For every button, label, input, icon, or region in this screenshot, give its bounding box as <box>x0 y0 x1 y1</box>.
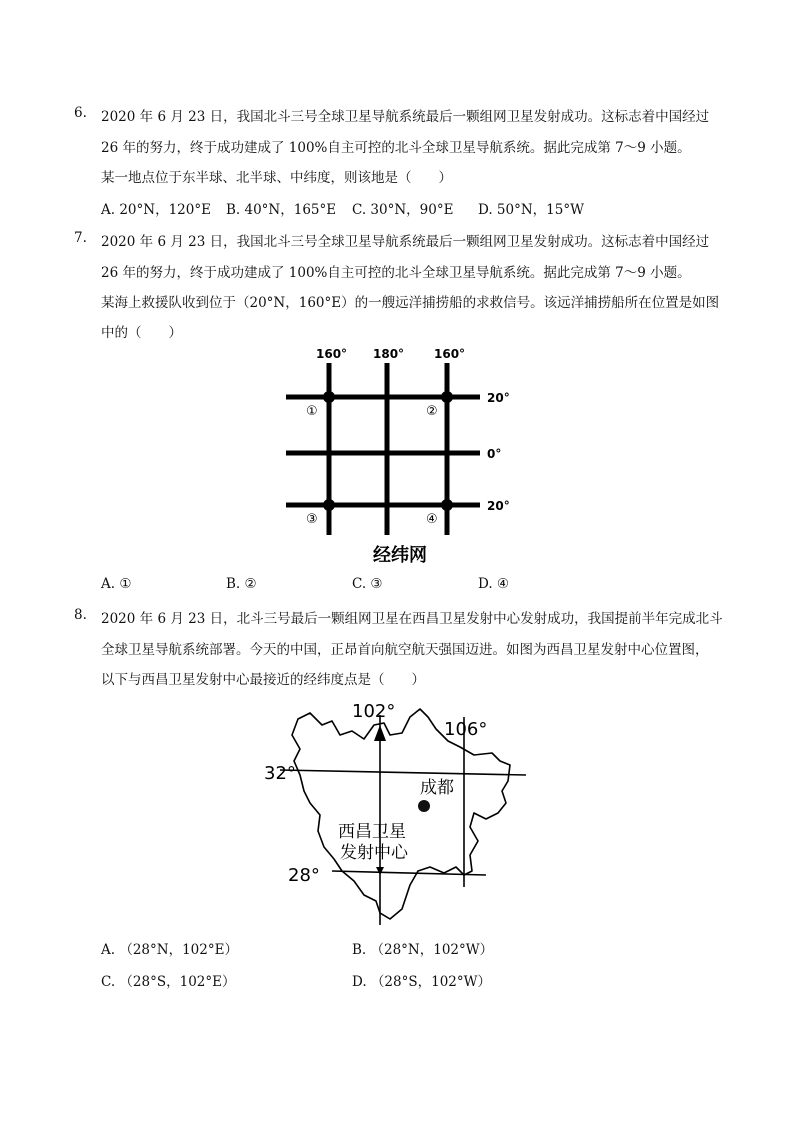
parallel-32 <box>280 770 526 775</box>
question-6-line-2: 26 年的努力，终于成功建成了 100%自主可控的北斗全球卫星导航系统。据此完成第 7～9 小题。 <box>101 140 691 156</box>
grid-point-3 <box>323 499 335 511</box>
question-7-stem-2: 中的（ ） <box>101 325 182 341</box>
lat-label-32: 32° <box>264 763 296 784</box>
question-8-option-c[interactable]: C. （28°S，102°E） <box>101 974 236 990</box>
question-8-option-a[interactable]: A. （28°N，102°E） <box>101 942 238 958</box>
question-6-line-1: 2020 年 6 月 23 日，我国北斗三号全球卫星导航系统最后一颗组网卫星发射成功。这标志着中国经过 <box>101 109 710 125</box>
arrow-102 <box>374 725 386 741</box>
site-label-line-1: 西昌卫星 <box>338 822 406 842</box>
question-8-number: 8. <box>74 607 87 623</box>
question-8-option-b[interactable]: B. （28°N，102°W） <box>352 942 494 958</box>
site-label-line-2: 发射中心 <box>340 843 408 863</box>
question-7-option-c[interactable]: C. ③ <box>352 576 383 592</box>
city-label-chengdu: 成都 <box>420 778 454 798</box>
point-label-3: ③ <box>306 512 318 527</box>
grid-point-4 <box>441 499 453 511</box>
lon-label-106: 106° <box>444 719 488 740</box>
right-label-0: 0° <box>487 447 502 461</box>
question-7-option-d[interactable]: D. ④ <box>478 576 510 592</box>
question-8-line-2: 全球卫星导航系统部署。今天的中国，正昂首向航空航天强国迈进。如图为西昌卫星发射中心位置图， <box>101 642 709 658</box>
question-6-option-d[interactable]: D. 50°N，15°W <box>478 202 584 218</box>
grid-point-2 <box>441 391 453 403</box>
top-label-160-left: 160° <box>316 347 348 361</box>
lat-label-28: 28° <box>288 865 320 886</box>
question-7-line-2: 26 年的努力，终于成功建成了 100%自主可控的北斗全球卫星导航系统。据此完成第 7～9 小题。 <box>101 265 691 281</box>
question-7-option-b[interactable]: B. ② <box>226 576 257 592</box>
question-8-line-1: 2020 年 6 月 23 日，北斗三号最后一颗组网卫星在西昌卫星发射中心发射成功，我国提前半年完成北斗 <box>101 611 723 627</box>
grid-point-1 <box>323 391 335 403</box>
point-label-2: ② <box>426 404 438 419</box>
xichang-location-map <box>260 695 540 925</box>
question-6-option-b[interactable]: B. 40°N，165°E <box>226 202 337 218</box>
top-label-180: 180° <box>373 347 405 361</box>
top-label-160-right: 160° <box>434 347 466 361</box>
question-8-option-d[interactable]: D. （28°S，102°W） <box>352 974 491 990</box>
province-outline <box>292 709 510 919</box>
grid-caption: 经纬网 <box>373 545 427 566</box>
arrow-xichang <box>376 867 384 875</box>
lat-lon-grid-figure <box>280 345 520 570</box>
chengdu-dot <box>418 800 430 812</box>
question-7-number: 7. <box>74 230 87 246</box>
question-6-stem: 某一地点位于东半球、北半球、中纬度，则该地是（ ） <box>101 170 452 186</box>
right-label-20-bottom: 20° <box>487 499 510 513</box>
right-label-20-top: 20° <box>487 391 510 405</box>
point-label-1: ① <box>306 404 318 419</box>
lon-label-102: 102° <box>352 701 396 722</box>
question-8-stem: 以下与西昌卫星发射中心最接近的经纬度点是（ ） <box>101 672 425 688</box>
question-7-line-1: 2020 年 6 月 23 日，我国北斗三号全球卫星导航系统最后一颗组网卫星发射成功。这标志着中国经过 <box>101 234 710 250</box>
question-7-option-a[interactable]: A. ① <box>101 576 132 592</box>
question-6-option-c[interactable]: C. 30°N，90°E <box>352 202 454 218</box>
point-label-4: ④ <box>426 512 438 527</box>
question-6-number: 6. <box>74 105 87 121</box>
question-7-stem-1: 某海上救援队收到位于（20°N，160°E）的一艘远洋捕捞船的求救信号。该远洋捕捞船所在位置是如图 <box>101 295 720 311</box>
question-6-option-a[interactable]: A. 20°N，120°E <box>101 202 211 218</box>
